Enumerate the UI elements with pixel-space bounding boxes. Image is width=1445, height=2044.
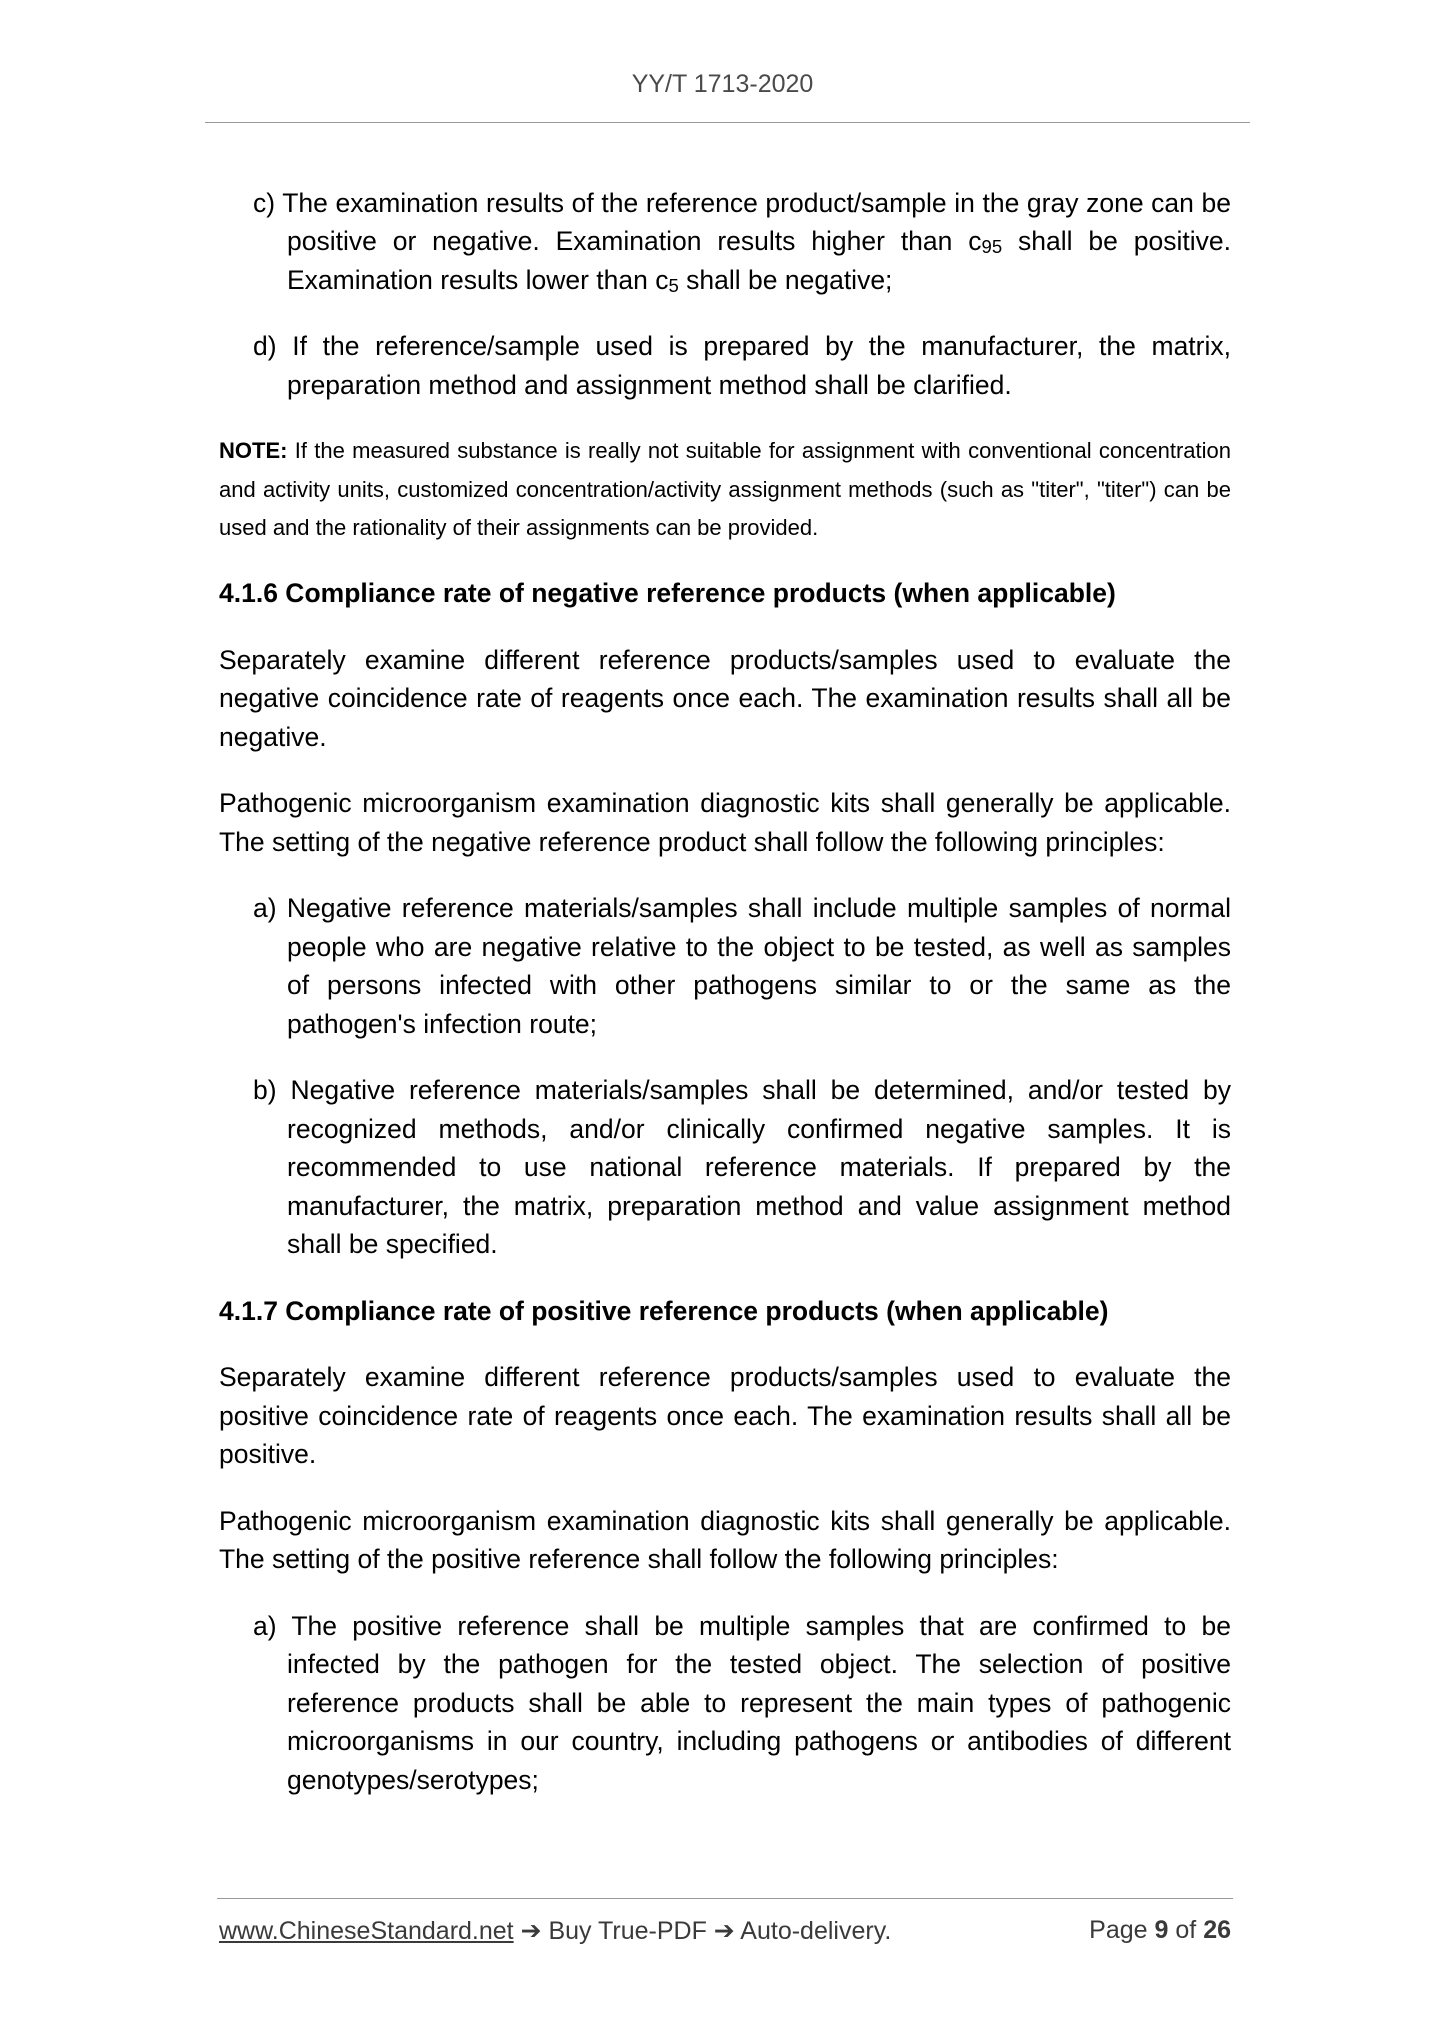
list-item-d: d) If the reference/sample used is prepared by the manufacturer, the matrix, preparation method and assignment method shall be clarified. xyxy=(253,331,1231,400)
list-item-a: a) Negative reference materials/samples shall include multiple samples of normal people who are negative relative to the object to be tested, as well as samples of persons infected with other pathogens similar to or the same as the pathogen's infection route; xyxy=(253,893,1231,1039)
page-content xyxy=(219,157,1231,1827)
subscript-95: 95 xyxy=(981,235,1003,257)
paragraph: Separately examine different reference products/samples used to evaluate the positive coincidence rate of reagents once each. The examination results shall all be positive. xyxy=(219,1362,1231,1469)
header-divider xyxy=(205,122,1250,123)
paragraph: Separately examine different reference products/samples used to evaluate the negative coincidence rate of reagents once each. The examination results shall all be negative. xyxy=(219,644,1231,752)
note-paragraph xyxy=(219,432,1231,548)
page-number: Page 9 of 26 xyxy=(1089,1916,1231,1944)
footer-tagline: ➔ Buy True-PDF ➔ Auto-delivery. xyxy=(513,1917,892,1945)
website-link[interactable]: www.ChineseStandard.net xyxy=(219,1917,514,1945)
note-label: NOTE: xyxy=(219,438,288,463)
page-footer xyxy=(219,1916,1231,1946)
list-item-c: c) The examination results of the reference product/sample in the gray zone can be positive or negative. Examination results higher than $c_{95}$ shall be positive. Examination results lower than $c_5$ shall be negative; xyxy=(253,187,1232,296)
list-item-a: a) The positive reference shall be multiple samples that are confirmed to be infected by the pathogen for the tested object. The selection of positive reference products shall be able to represent the main types of pathogenic microorganisms in our country, including pathogens or antibodies of different genotypes/serotypes; xyxy=(253,1610,1231,1795)
paragraph: Pathogenic microorganism examination diagnostic kits shall generally be applicable. The setting of the negative reference product shall follow the following principles: xyxy=(219,788,1231,857)
subscript-5: 5 xyxy=(668,274,679,296)
footer-divider xyxy=(217,1898,1233,1899)
section-heading-4-1-7: 4.1.7 Compliance rate of positive reference products (when applicable) xyxy=(219,1295,1109,1326)
list-item-b: b) Negative reference materials/samples shall be determined, and/or tested by recognized methods, and/or clinically confirmed negative samples. It is recommended to use national reference materials. If prepared by the manufacturer, the matrix, preparation method and value assignment method shall be specified. xyxy=(253,1075,1231,1259)
document-code-header: YY/T 1713-2020 xyxy=(631,70,814,98)
note-text: If the measured substance is really not suitable for assignment with conventional concentration and activity units, customized concentration/activity assignment methods (such as "titer", "titer") can be used and the rationality of their assignments can be provided. xyxy=(219,438,1231,540)
section-heading-4-1-6: 4.1.6 Compliance rate of negative reference products (when applicable) xyxy=(219,578,1116,608)
paragraph: Pathogenic microorganism examination diagnostic kits shall generally be applicable. The setting of the positive reference shall follow the following principles: xyxy=(219,1505,1231,1574)
